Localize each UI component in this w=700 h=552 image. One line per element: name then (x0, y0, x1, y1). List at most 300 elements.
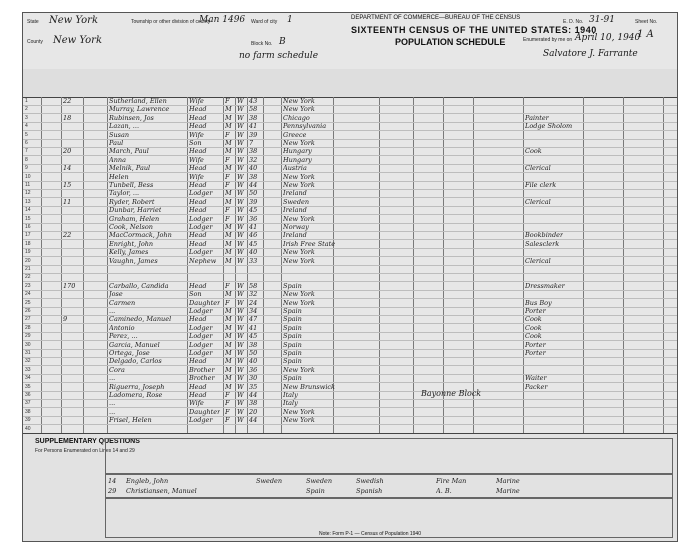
table-row (23, 173, 677, 181)
cell-birth: New York (283, 290, 315, 299)
cell-n: 25 (25, 299, 31, 306)
cell-occ: Porter (525, 307, 546, 315)
cell-color: W (237, 382, 244, 391)
cell-age: 38 (249, 399, 258, 408)
cell-name: Anna (109, 155, 126, 164)
cell-birth: Spain (283, 332, 302, 341)
cell-occ: Packer (525, 382, 548, 391)
cell-name: Graham, Helen (109, 214, 160, 223)
cell-birth: Ireland (283, 231, 307, 240)
cell-age: 33 (249, 256, 258, 265)
cell-relation: Wife (189, 399, 204, 408)
sheet-no-value: 1 A (637, 29, 654, 40)
cell-color: W (237, 105, 244, 114)
cell-birth: Spain (283, 281, 302, 290)
cell-sex: M (225, 340, 232, 349)
ward-label: Ward of city (251, 19, 278, 25)
sheet-header (23, 13, 677, 70)
cell-occ: File clerk (525, 181, 557, 189)
inline-note: Bayonne Block (421, 389, 482, 398)
cell-n: 30 (25, 341, 31, 348)
cell-birth: New York (283, 365, 315, 374)
cell-house: 14 (63, 164, 72, 173)
cell-birth: Italy (283, 391, 298, 399)
cell-color: W (237, 214, 244, 223)
table-row (23, 248, 677, 256)
cell-birth: New York (283, 407, 315, 416)
supp-cell-lang: Spanish (356, 487, 383, 495)
township-value: Man 1496 (199, 15, 246, 25)
cell-age: 20 (249, 407, 258, 416)
cell-age: 7 (249, 139, 254, 147)
cell-color: W (237, 172, 244, 181)
cell-age: 41 (249, 223, 258, 231)
cell-age: 39 (249, 197, 258, 206)
cell-name: Frisel, Helen (109, 416, 152, 425)
cell-relation: Son (189, 290, 202, 299)
cell-color: W (237, 231, 244, 240)
cell-name: Garcia, Manuel (109, 340, 160, 349)
cell-sex: M (225, 239, 232, 248)
table-row (23, 122, 677, 130)
cell-birth: New Brunswick (283, 382, 335, 391)
cell-relation: Head (189, 197, 207, 206)
cell-sex: M (225, 248, 232, 257)
cell-age: 36 (249, 214, 258, 223)
cell-birth: New York (283, 214, 315, 223)
cell-relation: Brother (189, 365, 215, 374)
cell-birth: Spain (283, 357, 302, 366)
table-row (23, 341, 677, 349)
cell-occ: Cook (525, 315, 542, 324)
cell-relation: Lodger (189, 248, 213, 257)
cell-age: 50 (249, 189, 258, 198)
table-row (23, 399, 677, 407)
cell-house: 170 (63, 281, 76, 290)
cell-birth: Pennsylvania (283, 122, 327, 131)
cell-relation: Lodger (189, 223, 213, 231)
cell-n: 29 (25, 333, 31, 340)
cell-age: 41 (249, 122, 258, 131)
cell-color: W (237, 332, 244, 341)
cell-n: 7 (25, 148, 28, 155)
cell-n: 8 (25, 156, 28, 163)
cell-occ: Bus Boy (525, 298, 552, 307)
cell-relation: Lodger (189, 214, 213, 223)
cell-n: 6 (25, 140, 28, 146)
cell-color: W (237, 349, 244, 357)
cell-sex: F (225, 214, 230, 223)
cell-color: W (237, 256, 244, 265)
cell-birth: New York (283, 181, 315, 189)
cell-age: 41 (249, 323, 258, 332)
cell-birth: New York (283, 97, 315, 105)
cell-sex: F (225, 206, 230, 215)
cell-relation: Lodger (189, 349, 213, 357)
table-row (23, 307, 677, 315)
cell-sex: F (225, 181, 230, 189)
cell-color: W (237, 357, 244, 366)
cell-house: 20 (63, 147, 72, 156)
cell-name: Cora (109, 365, 125, 374)
cell-name: ... (109, 374, 116, 383)
cell-occ: Cook (525, 323, 542, 332)
supp-cell-industry: Marine (496, 487, 520, 495)
cell-sex: F (225, 155, 230, 164)
cell-name: Rubinsen, Jos (109, 113, 154, 122)
cell-relation: Brother (189, 374, 215, 383)
cell-occ: Porter (525, 349, 546, 357)
cell-sex: M (225, 164, 232, 173)
cell-n: 18 (25, 240, 31, 247)
table-row (23, 265, 677, 273)
cell-name: Melnik, Paul (109, 164, 151, 173)
cell-relation: Daughter (189, 298, 221, 307)
county-value: New York (53, 35, 102, 46)
cell-n: 36 (25, 392, 31, 398)
cell-n: 37 (25, 400, 31, 407)
cell-age: 45 (249, 332, 258, 341)
supp-cell-mother: Sweden (306, 477, 333, 485)
cell-occ: Clerical (525, 164, 551, 173)
cell-age: 38 (249, 113, 258, 122)
table-row (23, 408, 677, 416)
cell-sex: M (225, 374, 232, 383)
cell-birth: New York (283, 256, 315, 265)
cell-n: 9 (25, 165, 28, 172)
cell-name: Susan (109, 130, 130, 139)
cell-sex: M (225, 139, 232, 147)
cell-name: Tunbell, Bess (109, 181, 154, 189)
cell-relation: Wife (189, 97, 204, 105)
table-row (23, 391, 677, 399)
table-row (23, 223, 677, 231)
cell-sex: F (225, 97, 230, 105)
cell-color: W (237, 130, 244, 139)
column-headers (23, 69, 677, 98)
table-row (23, 164, 677, 172)
footer (23, 529, 677, 541)
cell-color: W (237, 248, 244, 257)
cell-n: 33 (25, 366, 31, 373)
cell-age: 50 (249, 349, 258, 357)
cell-age: 44 (249, 391, 258, 399)
cell-n: 22 (25, 274, 31, 281)
cell-sex: M (225, 349, 232, 357)
cell-occ: Waiter (525, 374, 547, 383)
cell-birth: Norway (283, 223, 309, 231)
cell-birth: Spain (283, 374, 302, 383)
supp-cell-mother: Spain (306, 487, 325, 495)
cell-color: W (237, 206, 244, 215)
cell-color: W (237, 189, 244, 198)
cell-house: 15 (63, 181, 72, 189)
cell-color: W (237, 365, 244, 374)
cell-n: 4 (25, 123, 28, 130)
cell-color: W (237, 323, 244, 332)
cell-age: 32 (249, 290, 258, 299)
cell-color: W (237, 239, 244, 248)
table-row (23, 231, 677, 239)
cell-relation: Head (189, 147, 207, 156)
cell-relation: Head (189, 181, 207, 189)
cell-n: 35 (25, 383, 31, 390)
cell-color: W (237, 197, 244, 206)
cell-name: Vaughn, James (109, 256, 158, 265)
cell-sex: M (225, 122, 232, 131)
cell-relation: Lodger (189, 332, 213, 341)
cell-house: 22 (63, 97, 72, 105)
cell-name: Carmen (109, 298, 136, 307)
cell-relation: Lodger (189, 340, 213, 349)
cell-relation: Head (189, 113, 207, 122)
cell-birth: New York (283, 172, 315, 181)
cell-sex: F (225, 391, 230, 399)
table-row (23, 114, 677, 122)
cell-birth: New York (283, 416, 315, 425)
cell-name: Perez, ... (109, 332, 138, 341)
table-row (23, 131, 677, 139)
cell-age: 39 (249, 130, 258, 139)
table-row (23, 257, 677, 265)
cell-n: 3 (25, 114, 28, 121)
table-row (23, 273, 677, 281)
cell-relation: Head (189, 357, 207, 366)
cell-birth: Ireland (283, 206, 307, 215)
cell-relation: Lodger (189, 189, 213, 198)
cell-name: Ryder, Robert (109, 197, 155, 206)
cell-birth: Irish Free State (283, 239, 336, 248)
cell-name: Sutherland, Ellen (109, 97, 167, 105)
cell-sex: F (225, 172, 230, 181)
cell-color: W (237, 315, 244, 324)
cell-sex: M (225, 323, 232, 332)
cell-name: MacCormack, John (109, 231, 172, 240)
cell-age: 40 (249, 248, 258, 257)
table-row (23, 206, 677, 214)
cell-relation: Head (189, 231, 207, 240)
cell-relation: Head (189, 382, 207, 391)
cell-relation: Lodger (189, 307, 213, 315)
cell-n: 34 (25, 375, 31, 382)
cell-n: 26 (25, 308, 31, 314)
district-note: no farm schedule (239, 51, 319, 61)
cell-n: 2 (25, 106, 28, 113)
supplementary-title: SUPPLEMENTARY QUESTIONS (35, 438, 140, 445)
table-row (23, 105, 677, 113)
state-value: New York (49, 15, 98, 26)
table-row (23, 139, 677, 147)
cell-birth: Greece (283, 130, 307, 139)
cell-n: 10 (25, 173, 31, 180)
cell-n: 15 (25, 215, 31, 222)
supp-cell-father: Sweden (256, 477, 283, 485)
supp-cell-name: Engleb, John (126, 477, 169, 485)
cell-relation: Lodger (189, 323, 213, 332)
cell-birth: Hungary (283, 155, 312, 164)
cell-sex: F (225, 399, 230, 408)
supplementary-row (106, 477, 672, 485)
cell-birth: Chicago (283, 113, 310, 122)
supp-cell-lang: Swedish (356, 477, 384, 485)
cell-n: 16 (25, 224, 31, 230)
cell-n: 12 (25, 190, 31, 197)
cell-birth: New York (283, 298, 315, 307)
block-label: Block No. (251, 41, 273, 47)
table-row (23, 366, 677, 374)
block-value: B (279, 37, 286, 47)
cell-age: 44 (249, 416, 258, 425)
cell-birth: New York (283, 139, 315, 147)
cell-color: W (237, 181, 244, 189)
cell-relation: Nephew (189, 256, 217, 265)
cell-relation: Head (189, 315, 207, 324)
cell-name: Cook, Nelson (109, 223, 153, 231)
supp-cell-industry: Marine (496, 477, 520, 485)
cell-color: W (237, 122, 244, 131)
cell-n: 40 (25, 425, 31, 432)
cell-sex: M (225, 357, 232, 366)
ward-value: 1 (287, 15, 293, 25)
cell-n: 5 (25, 131, 28, 138)
supplementary-row (106, 487, 672, 495)
table-row (23, 189, 677, 197)
cell-age: 44 (249, 181, 258, 189)
cell-sex: M (225, 365, 232, 374)
table-row (23, 416, 677, 424)
cell-relation: Lodger (189, 416, 213, 425)
cell-relation: Daughter (189, 407, 221, 416)
table-row (23, 349, 677, 357)
cell-sex: F (225, 416, 230, 425)
cell-relation: Head (189, 281, 207, 290)
cell-n: 14 (25, 207, 31, 214)
cell-name: Ladomera, Rose (109, 391, 163, 399)
supp-cell-line: 29 (108, 487, 117, 495)
township-label: Township or other division of county (131, 19, 211, 25)
table-row (23, 240, 677, 248)
cell-age: 46 (249, 231, 258, 240)
cell-age: 58 (249, 281, 258, 290)
cell-sex: M (225, 382, 232, 391)
cell-age: 34 (249, 307, 258, 315)
cell-color: W (237, 374, 244, 383)
cell-occ: Salesclerk (525, 239, 560, 248)
cell-color: W (237, 155, 244, 164)
cell-occ: Clerical (525, 197, 551, 206)
cell-sex: F (225, 281, 230, 290)
cell-age: 40 (249, 164, 258, 173)
cell-age: 36 (249, 365, 258, 374)
table-row (23, 97, 677, 105)
cell-color: W (237, 97, 244, 105)
cell-age: 24 (249, 298, 258, 307)
table-row (23, 215, 677, 223)
cell-name: ... (109, 407, 116, 416)
cell-house: 9 (63, 315, 68, 324)
cell-name: ... (109, 399, 116, 408)
cell-color: W (237, 113, 244, 122)
cell-color: W (237, 281, 244, 290)
schedule-grid (23, 97, 677, 433)
cell-sex: M (225, 307, 232, 315)
cell-color: W (237, 416, 244, 425)
cell-name: Carballo, Candida (109, 281, 169, 290)
enumerator-value: Salvatore J. Farrante (543, 49, 638, 59)
cell-n: 13 (25, 198, 31, 205)
cell-sex: M (225, 105, 232, 114)
table-row (23, 282, 677, 290)
date-value: April 10, 1940 (575, 33, 641, 43)
cell-birth: Spain (283, 323, 302, 332)
cell-birth: Spain (283, 340, 302, 349)
cell-birth: Austria (283, 164, 307, 173)
cell-name: Lazan, ... (109, 122, 140, 131)
table-row (23, 357, 677, 365)
cell-n: 39 (25, 417, 31, 424)
cell-name: March, Paul (109, 147, 149, 156)
cell-age: 58 (249, 105, 258, 114)
cell-name: Dunbar, Harriet (109, 206, 162, 215)
cell-occ: Lodge Sholom (525, 122, 573, 131)
cell-name: Enright, John (109, 239, 154, 248)
table-row (23, 324, 677, 332)
cell-age: 38 (249, 340, 258, 349)
cell-age: 45 (249, 206, 258, 215)
cell-birth: Spain (283, 307, 302, 315)
cell-sex: M (225, 315, 232, 324)
cell-occ: Porter (525, 340, 546, 349)
cell-name: Ortega, Jose (109, 349, 150, 357)
table-row (23, 383, 677, 391)
cell-age: 32 (249, 155, 258, 164)
cell-occ: Painter (525, 113, 549, 122)
cell-name: ... (109, 307, 116, 315)
schedule-title: POPULATION SCHEDULE (395, 37, 506, 47)
cell-color: W (237, 307, 244, 315)
cell-n: 32 (25, 358, 31, 365)
cell-birth: Spain (283, 315, 302, 324)
cell-name: Riguerra, Joseph (109, 382, 165, 391)
cell-n: 23 (25, 282, 31, 289)
table-row (23, 290, 677, 298)
state-label: State (27, 19, 39, 25)
supplementary-entries-box (105, 474, 673, 498)
cell-birth: New York (283, 248, 315, 257)
cell-relation: Wife (189, 155, 204, 164)
cell-birth: Ireland (283, 189, 307, 198)
cell-name: Antonio (109, 323, 135, 332)
cell-occ: Clerical (525, 256, 551, 265)
supp-cell-line: 14 (108, 477, 117, 485)
table-row (23, 181, 677, 189)
supplementary-section (23, 433, 677, 542)
cell-occ: Cook (525, 332, 542, 341)
table-row (23, 299, 677, 307)
sheet-no-label: Sheet No. (635, 19, 658, 25)
cell-occ: Dressmaker (525, 281, 565, 290)
table-row (23, 374, 677, 382)
cell-age: 38 (249, 172, 258, 181)
cell-n: 27 (25, 316, 31, 323)
cell-relation: Head (189, 239, 207, 248)
ed-label: E. D. No. (563, 19, 584, 25)
cell-birth: Spain (283, 349, 302, 357)
cell-age: 35 (249, 382, 258, 391)
cell-n: 31 (25, 350, 31, 356)
cell-n: 21 (25, 266, 31, 272)
cell-sex: M (225, 332, 232, 341)
